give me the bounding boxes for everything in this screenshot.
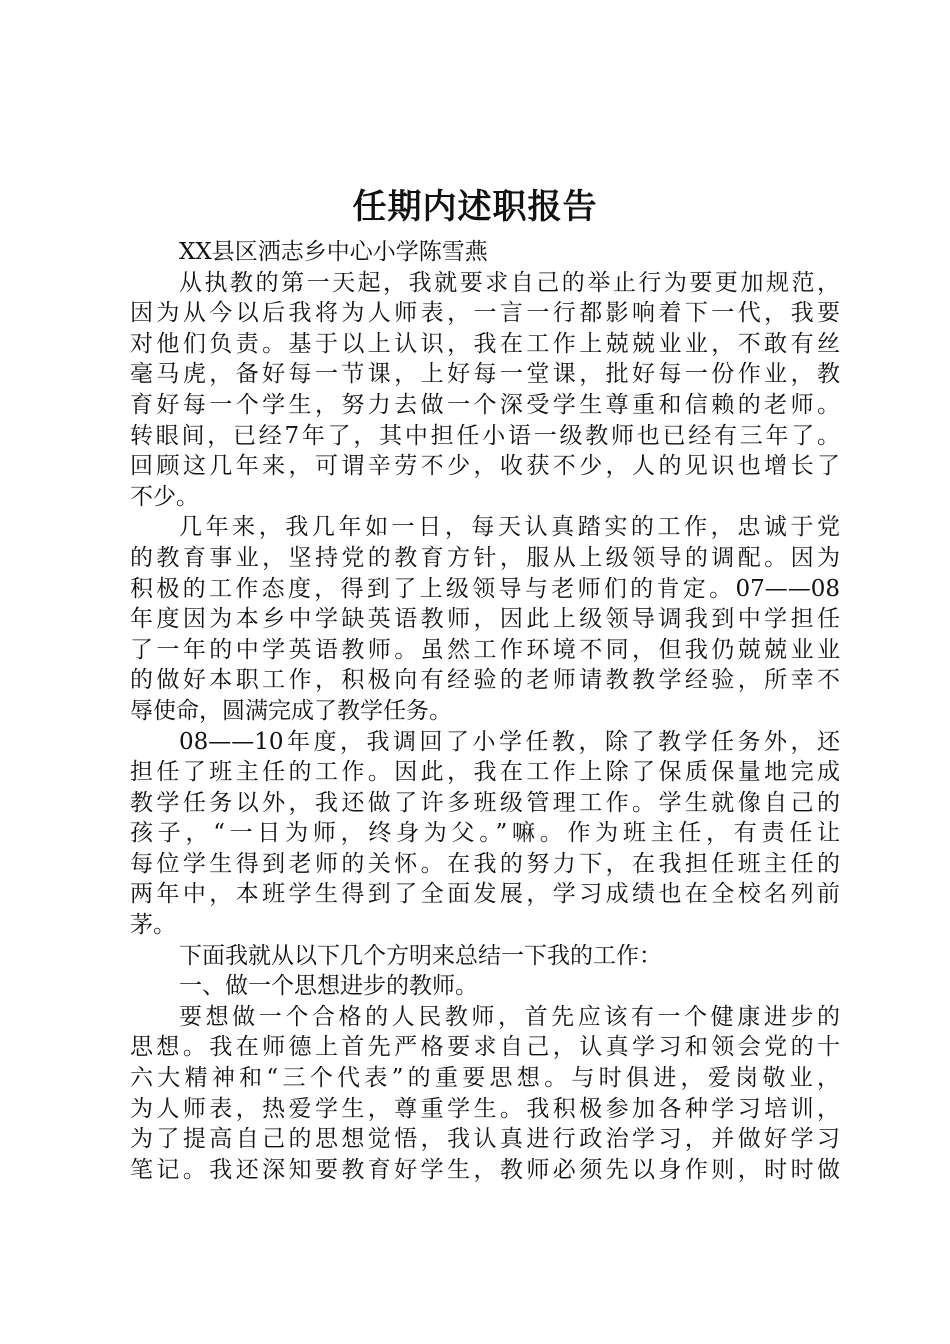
- document-title: 任期内述职报告: [352, 187, 598, 227]
- body-line: 因为从今以后我将为人师表，一言一行都影响着下一代，我要: [130, 300, 840, 327]
- body-line: 六大精神和“三个代表”的重要思想。与时俱进，爱岗敬业，: [130, 1065, 840, 1092]
- body-line: 的教育事业，坚持党的教育方针，服从上级领导的调配。因为: [130, 544, 840, 571]
- body-line: XX县区洒志乡中心小学陈雪燕: [179, 239, 488, 265]
- body-line: 转眼间，已经7年了，其中担任小语一级教师也已经有三年了。: [130, 422, 840, 449]
- body-line: 茅。: [130, 912, 176, 939]
- body-line: 积极的工作态度，得到了上级领导与老师们的肯定。07——08: [130, 575, 840, 602]
- body-line: 下面我就从以下几个方明来总结一下我的工作：: [179, 942, 662, 969]
- document-body: [130, 237, 840, 1185]
- body-line: 教学任务以外，我还做了许多班级管理工作。学生就像自己的: [130, 789, 840, 816]
- body-line: 了一年的中学英语教师。虽然工作环境不同，但我仍兢兢业业: [130, 636, 840, 663]
- body-line: 孩子，“一日为师，终身为父。”嘛。作为班主任，有责任让: [130, 820, 840, 847]
- body-line: 几年来，我几年如一日，每天认真踏实的工作，忠诚于党: [179, 514, 840, 541]
- body-line: 对他们负责。基于以上认识，我在工作上兢兢业业，不敢有丝: [130, 330, 840, 357]
- body-line: 为了提高自己的思想觉悟，我认真进行政治学习，并做好学习: [130, 1126, 840, 1153]
- body-line: 辱使命，圆满完成了教学任务。: [130, 697, 452, 724]
- body-line: 的做好本职工作，积极向有经验的老师请教教学经验，所幸不: [130, 667, 840, 694]
- body-line: 思想。我在师德上首先严格要求自己，认真学习和领会党的十: [130, 1034, 840, 1061]
- body-line: 两年中，本班学生得到了全面发展，学习成绩也在全校名列前: [130, 881, 840, 908]
- body-line: 担任了班主任的工作。因此，我在工作上除了保质保量地完成: [130, 759, 840, 786]
- body-line: 一、做一个思想进步的教师。: [179, 973, 478, 1000]
- body-line: 回顾这几年来，可谓辛劳不少，收获不少，人的见识也增长了: [130, 453, 840, 480]
- body-line: 年度因为本乡中学缺英语教师，因此上级领导调我到中学担任: [130, 606, 840, 633]
- body-line: 不少。: [130, 483, 199, 510]
- body-line: 为人师表，热爱学生，尊重学生。我积极参加各种学习培训，: [130, 1095, 840, 1122]
- body-line: 毫马虎，备好每一节课，上好每一堂课，批好每一份作业，教: [130, 361, 840, 388]
- body-line: 笔记。我还深知要教育好学生，教师必须先以身作则，时时做: [130, 1156, 840, 1183]
- body-line: 每位学生得到老师的关怀。在我的努力下，在我担任班主任的: [130, 850, 840, 877]
- body-line: 要想做一个合格的人民教师，首先应该有一个健康进步的: [179, 1003, 840, 1030]
- body-line: 08——10年度，我调回了小学任教，除了教学任务外，还: [179, 728, 840, 755]
- body-line: 从执教的第一天起，我就要求自己的举止行为要更加规范，: [179, 269, 840, 296]
- body-line: 育好每一个学生，努力去做一个深受学生尊重和信赖的老师。: [130, 391, 840, 418]
